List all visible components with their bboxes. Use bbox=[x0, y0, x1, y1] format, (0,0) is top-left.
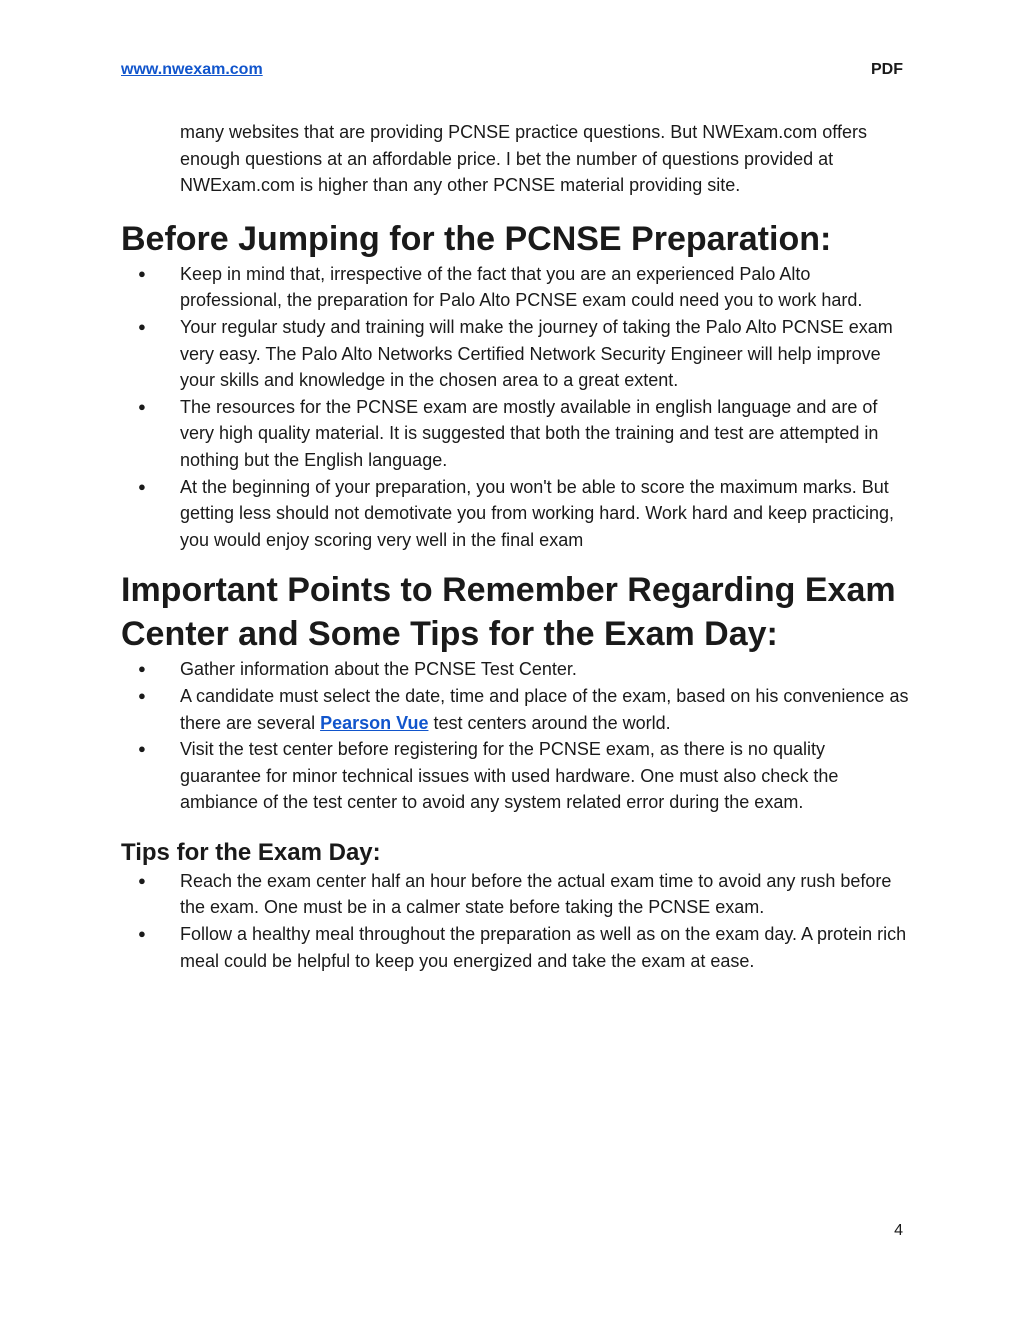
tips-list bbox=[121, 868, 911, 974]
list-item: ● Reach the exam center half an hour before the actual exam time to avoid any rush before the exam. One must be in a calmer state before taking the PCNSE exam. bbox=[121, 868, 911, 921]
pdf-label: PDF bbox=[871, 61, 903, 78]
site-link[interactable]: www.nwexam.com bbox=[121, 61, 263, 78]
tips-heading: Tips for the Exam Day: bbox=[121, 838, 381, 866]
preparation-heading: Before Jumping for the PCNSE Preparation: bbox=[121, 219, 832, 258]
list-item: ● Keep in mind that, irrespective of the fact that you are an experienced Palo Alto professional, the preparation for Palo Alto PCNSE exam could need you to work hard. bbox=[121, 261, 911, 314]
page-number: 4 bbox=[894, 1222, 903, 1239]
exam-center-heading: Important Points to Remember Regarding Exam Center and Some Tips for the Exam Day: bbox=[121, 571, 896, 654]
list-item-text: A candidate must select the date, time and place of the exam, based on his convenience as there are several bbox=[180, 685, 909, 733]
exam-center-list bbox=[121, 656, 911, 816]
list-item: ● Gather information about the PCNSE Test Center. bbox=[121, 656, 911, 683]
list-item-text: test centers around the world. bbox=[428, 712, 671, 733]
list-item: ● The resources for the PCNSE exam are mostly available in english language and are of very high quality material. It is suggested that both the training and test are attempted in nothing but the English language. bbox=[121, 394, 911, 474]
pearson-vue-link[interactable]: Pearson Vue bbox=[320, 712, 429, 733]
document-body bbox=[121, 119, 911, 974]
list-item: ● Follow a healthy meal throughout the preparation as well as on the exam day. A protein rich meal could be helpful to keep you energized and take the exam at ease. bbox=[121, 921, 911, 974]
list-item: ● Visit the test center before registering for the PCNSE exam, as there is no quality guarantee for minor technical issues with used hardware. One must also check the ambiance of the test center to avoid any system related error during the exam. bbox=[121, 736, 911, 816]
intro-paragraph: many websites that are providing PCNSE practice questions. But NWExam.com offers enough questions at an affordable price. I bet the number of questions provided at NWExam.com is higher than any other PCNSE material providing site. bbox=[180, 122, 867, 196]
list-item: ● Your regular study and training will make the journey of taking the Palo Alto PCNSE exam very easy. The Palo Alto Networks Certified Network Security Engineer will help improve your skills and knowledge in the chosen area to a great extent. bbox=[121, 314, 911, 394]
list-item bbox=[121, 683, 911, 736]
preparation-list bbox=[121, 261, 911, 554]
list-item: ● At the beginning of your preparation, you won't be able to score the maximum marks. But getting less should not demotivate you from working hard. Work hard and keep practicing, you would enjoy scoring very well in the final exam bbox=[121, 474, 911, 554]
